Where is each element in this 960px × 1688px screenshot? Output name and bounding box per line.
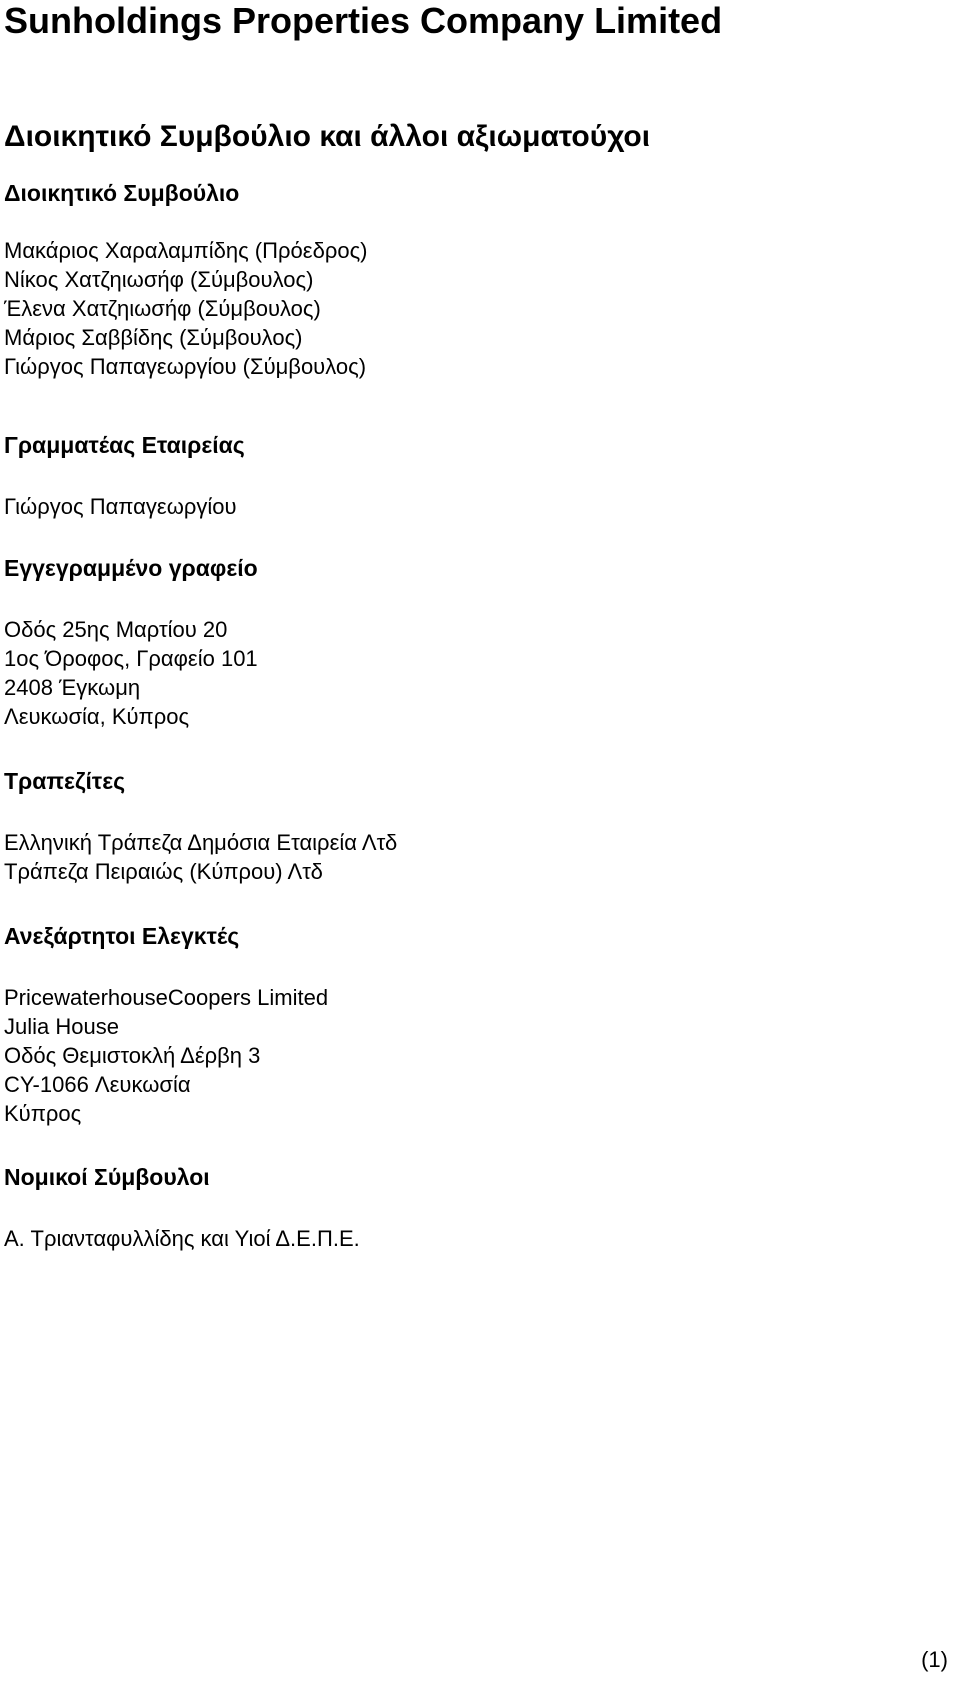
secretary-heading: Γραμματέας Εταιρείας: [4, 432, 245, 458]
bank-name: Τράπεζα Πειραιώς (Κύπρου) Λτδ: [4, 859, 323, 884]
company-title: Sunholdings Properties Company Limited: [4, 0, 723, 41]
auditors-address: [4, 983, 328, 1128]
board-section: [4, 178, 368, 381]
address-line: 2408 Έγκωμη: [4, 675, 141, 700]
bankers-heading: Τραπεζίτες: [4, 768, 126, 794]
auditor-line: CY-1066 Λευκωσία: [4, 1072, 191, 1097]
secretary-list: [4, 492, 245, 521]
board-member: Γιώργος Παπαγεωργίου (Σύμβουλος): [4, 354, 367, 379]
registered-office-address: [4, 615, 258, 731]
bankers-section: [4, 766, 397, 886]
address-line: 1ος Όροφος, Γραφείο 101: [4, 646, 258, 671]
address-line: Λευκωσία, Κύπρος: [4, 704, 190, 729]
board-member: Μάριος Σαββίδης (Σύμβουλος): [4, 325, 303, 350]
auditors-heading: Ανεξάρτητοι Ελεγκτές: [4, 923, 240, 949]
board-member: Έλενα Χατζηιωσήφ (Σύμβουλος): [4, 296, 321, 321]
board-member: Νίκος Χατζηιωσήφ (Σύμβουλος): [4, 267, 314, 292]
auditors-section: [4, 921, 328, 1128]
legal-advisors-heading: Νομικοί Σύμβουλοι: [4, 1164, 210, 1190]
board-members-list: [4, 236, 368, 381]
legal-advisors-section: [4, 1162, 360, 1253]
bankers-list: [4, 828, 397, 886]
board-heading: Διοικητικό Συμβούλιο: [4, 180, 240, 206]
registered-office-heading: Εγγεγραμμένο γραφείο: [4, 555, 258, 581]
auditor-line: Julia House: [4, 1014, 119, 1039]
secretary-name: Γιώργος Παπαγεωργίου: [4, 494, 237, 519]
auditor-line: PricewaterhouseCoopers Limited: [4, 985, 329, 1010]
secretary-section: [4, 430, 245, 521]
auditor-line: Κύπρος: [4, 1101, 82, 1126]
legal-advisors-list: [4, 1224, 360, 1253]
address-line: Οδός 25ης Μαρτίου 20: [4, 617, 228, 642]
auditor-line: Οδός Θεμιστοκλή Δέρβη 3: [4, 1043, 261, 1068]
bank-name: Ελληνική Τράπεζα Δημόσια Εταιρεία Λτδ: [4, 830, 398, 855]
board-member: Μακάριος Χαραλαμπίδης (Πρόεδρος): [4, 238, 368, 263]
legal-advisor-name: Α. Τριανταφυλλίδης και Υιοί Δ.Ε.Π.Ε.: [4, 1226, 360, 1251]
page-number: (1): [921, 1647, 948, 1672]
section-title: Διοικητικό Συμβούλιο και άλλοι αξιωματούχοι: [4, 120, 651, 153]
registered-office-section: [4, 553, 258, 731]
